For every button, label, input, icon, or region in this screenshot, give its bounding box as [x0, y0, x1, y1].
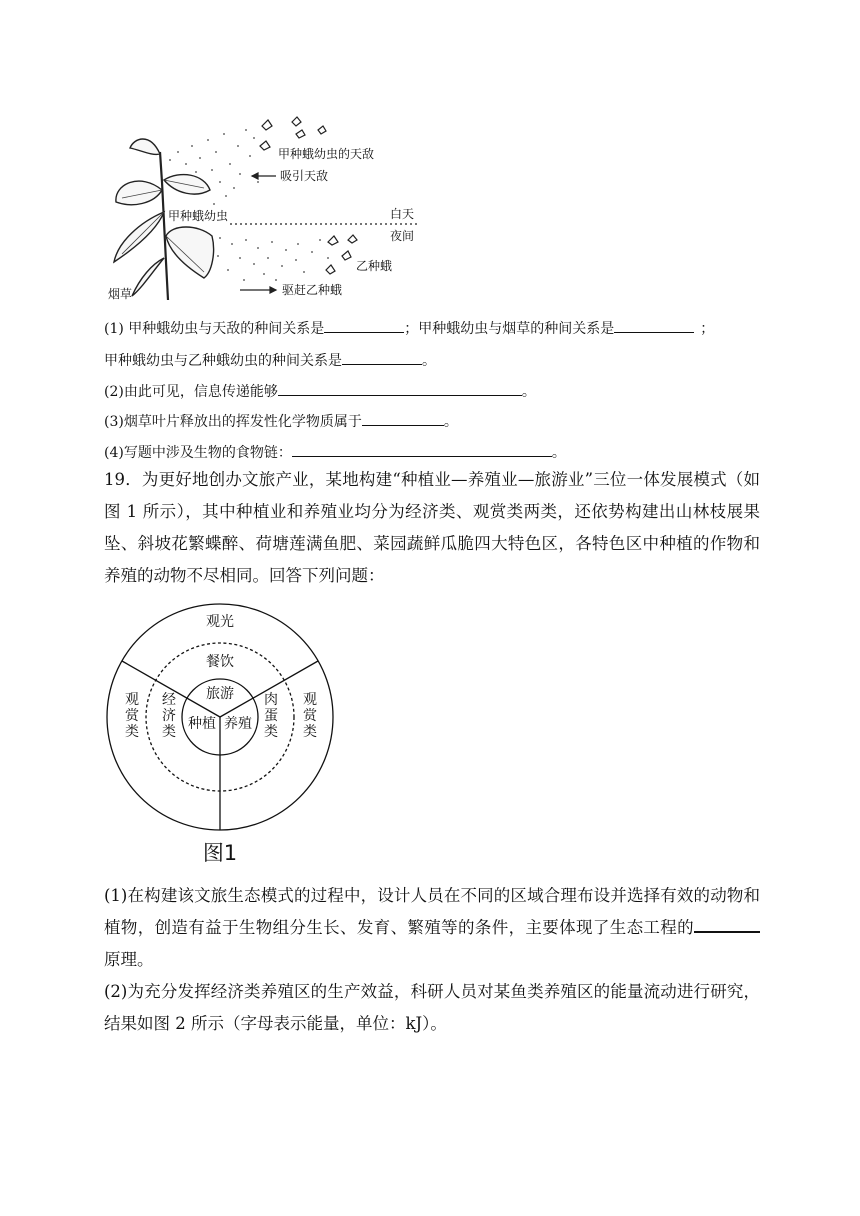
- moth-b-insects: [326, 235, 357, 274]
- fig1-right-outer: [303, 692, 318, 740]
- label-moth-b: 乙种蛾: [356, 259, 393, 273]
- drive-arrow: [240, 287, 276, 293]
- q18-blank-2[interactable]: [614, 318, 694, 333]
- svg-text:蛋: 蛋: [264, 708, 278, 724]
- fig1-inner-right: 养殖: [224, 716, 252, 732]
- fig1-inner-top: 旅游: [206, 686, 234, 702]
- label-drive: 驱赶乙种蛾: [282, 283, 343, 297]
- fig1-left-middle: [162, 692, 176, 740]
- fig1-outer-top: 观光: [206, 614, 234, 630]
- fig1-right-middle: [264, 692, 278, 740]
- label-attract: 吸引天敌: [280, 169, 329, 183]
- volatile-dots-lower: [217, 237, 329, 281]
- q18-part2: (2)由此可见，信息传递能够 。: [104, 381, 536, 401]
- fig1-middle-top: 餐饮: [206, 654, 234, 670]
- fig1-inner-left: 种植: [188, 716, 216, 732]
- svg-text:类: 类: [125, 724, 139, 740]
- q18-blank-1[interactable]: [324, 318, 404, 333]
- q18-blank-6[interactable]: [292, 442, 552, 457]
- q19-part2: (2)为充分发挥经济类养殖区的生产效益，科研人员对某鱼类养殖区的能量流动进行研究，结果如图 2 所示（字母表示能量，单位：kJ）。: [104, 982, 760, 1033]
- plant-stem: [160, 152, 168, 300]
- fig1-left-outer: [125, 692, 140, 740]
- q19-blank-1[interactable]: [694, 915, 760, 933]
- q19-part1: (1)在构建该文旅生态模式的过程中，设计人员在不同的区域合理布设并选择有效的动物和植物，创造有益于生物组分生长、发育、繁殖等的条件，主要体现了生态工程的原理。: [104, 886, 760, 969]
- label-enemy: 甲种蛾幼虫的天敌: [278, 147, 375, 161]
- svg-text:观: 观: [125, 692, 139, 708]
- tobacco-moth-figure: [100, 112, 430, 304]
- svg-text:类: 类: [303, 724, 317, 740]
- q19-intro: 19．为更好地创办文旅产业，某地构建“种植业—养殖业—旅游业”三位一体发展模式（如图 1 所示），其中种植业和养殖业均分为经济类、观赏类两类，还依势构建出山林枝展果坠、斜坡花繁蝶醉、荷塘莲满鱼肥、菜园蔬鲜瓜脆四大特色区，各特色区中种植的作物和养殖的动物不尽相同。回答下列问题：: [104, 470, 760, 585]
- svg-text:经: 经: [162, 692, 176, 708]
- figure1-diagram: [104, 600, 344, 870]
- label-larva: 甲种蛾幼虫: [168, 209, 229, 223]
- q18-part4: (4)写题中涉及生物的食物链： 。: [104, 442, 566, 462]
- svg-text:类: 类: [162, 724, 176, 740]
- label-night: 夜间: [390, 229, 415, 243]
- volatile-dots-upper: [169, 129, 259, 205]
- svg-text:赏: 赏: [303, 708, 317, 724]
- enemy-insects: [260, 117, 326, 150]
- svg-text:类: 类: [264, 724, 278, 740]
- svg-text:赏: 赏: [125, 708, 139, 724]
- q18-part1-line1: (1) 甲种蛾幼虫与天敌的种间关系是 ；甲种蛾幼虫与烟草的种间关系是 ；: [104, 318, 714, 338]
- svg-text:济: 济: [162, 708, 176, 724]
- q18-blank-5[interactable]: [362, 411, 444, 426]
- attract-arrow: [252, 173, 276, 179]
- q18-blank-3[interactable]: [342, 350, 422, 365]
- svg-text:观: 观: [303, 692, 317, 708]
- label-day: 白天: [390, 207, 415, 221]
- q18-part1-line2: 甲种蛾幼虫与乙种蛾幼虫的种间关系是 。: [104, 350, 436, 370]
- q18-blank-4[interactable]: [278, 381, 522, 396]
- svg-text:肉: 肉: [264, 692, 278, 708]
- q18-part3: (3)烟草叶片释放出的挥发性化学物质属于 。: [104, 411, 458, 431]
- label-tobacco: 烟草: [108, 287, 133, 301]
- fig1-caption: 图1: [202, 841, 238, 865]
